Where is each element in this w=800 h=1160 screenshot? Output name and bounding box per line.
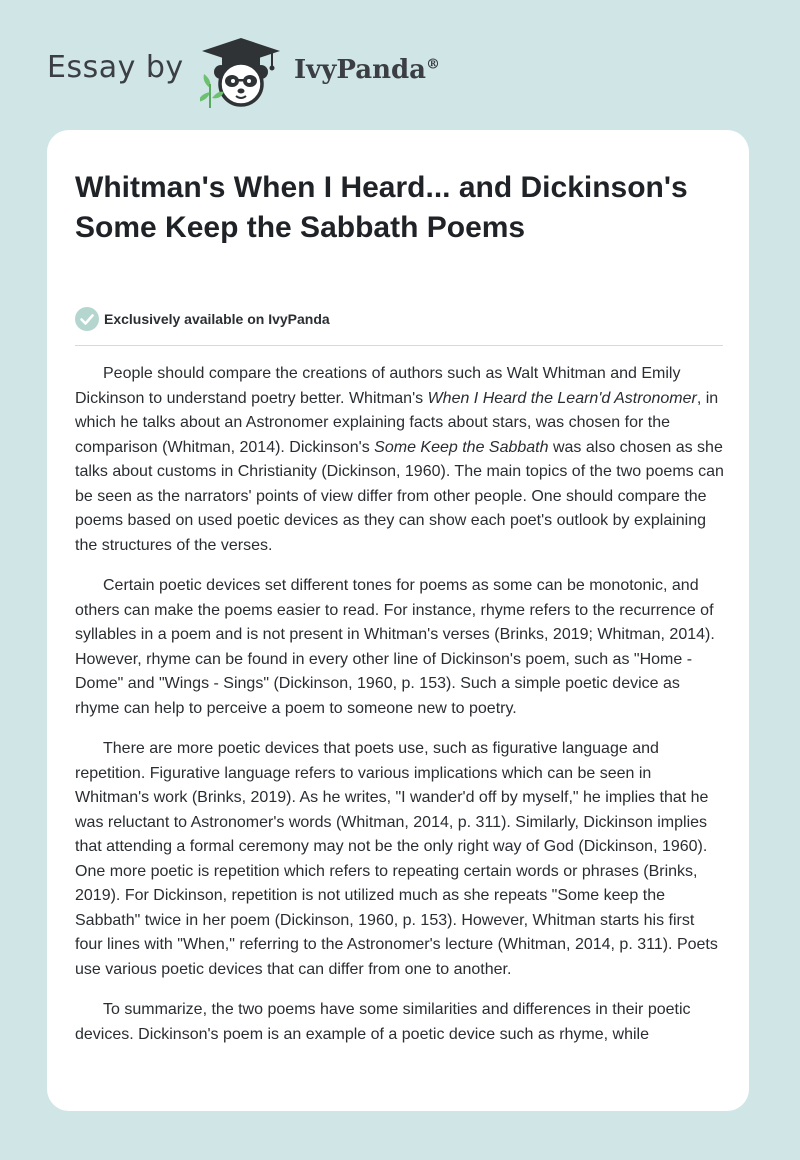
- essay-title: Whitman's When I Heard... and Dickinson's Some Keep the Sabbath Poems: [75, 171, 688, 244]
- essay-by-label: Essay by: [47, 50, 184, 85]
- paragraph-text: , in which he talks about an Astronomer explaining facts about stars, was chosen for the comparison (Whitman, 2014). Dickinson's: [75, 389, 719, 456]
- ivypanda-brand-name[interactable]: IvyPanda®: [294, 55, 441, 85]
- essay-paragraph: [75, 574, 725, 721]
- exclusive-badge: [75, 307, 330, 331]
- paragraph-text: was also chosen as she talks about customs in Christianity (Dickinson, 1960). The main topics of the two poems can be seen as the narrators' points of view differ from other people. One should compare the poems based on used poetic devices as they can show each poet's outlook by explaining the structures of the verses.: [75, 438, 724, 554]
- poem-title-italic: When I Heard the Learn'd Astronomer: [427, 389, 697, 407]
- panda-logo-icon[interactable]: [200, 36, 282, 108]
- essay-card: [47, 130, 749, 1111]
- essay-paragraph: [75, 737, 725, 982]
- poem-title-italic: Some Keep the Sabbath: [374, 438, 549, 456]
- registered-mark: ®: [426, 56, 441, 73]
- paragraph-text: People should compare the creations of authors such as Walt Whitman and Emily Dickinson to understand poetry better. Whitman's: [75, 365, 681, 407]
- essay-paragraph: [75, 362, 725, 558]
- site-header: [0, 0, 800, 130]
- check-circle-icon: [75, 307, 99, 331]
- paragraph-text: Certain poetic devices set different tones for poems as some can be monotonic, and others can make the poems easier to read. For instance, rhyme refers to the recurrence of syllables in a poem and is not present in Whitman's verses (Brinks, 2019; Whitman, 2014). However, rhyme can be found in every other line of Dickinson's poem, such as "Home - Dome" and "Wings - Sings" (Dickinson, 1960, p. 153). Such a simple poetic device as rhyme can help to perceive a poem to someone new to poetry.: [75, 577, 715, 717]
- divider: [75, 345, 723, 346]
- paragraph-text: There are more poetic devices that poets use, such as figurative language and repetition. Figurative language refers to various implications which can be seen in Whitman's work (Brinks, 2019). As he writes, "I wander'd off by myself," he implies that he was reluctant to Astronomer's words (Whitman, 2014, p. 311). Similarly, Dickinson implies that attending a formal ceremony may not be the only right way of God (Dickinson, 1960). One more poetic is repetition which refers to repeating certain words or phrases (Brinks, 2019). For Dickinson, repetition is not utilized much as she repeats "Some keep the Sabbath" twice in her poem (Dickinson, 1960, p. 153). However, Whitman starts his first four lines with "When," referring to the Astronomer's lecture (Whitman, 2014, p. 311). Poets use various poetic devices that can differ from one to another.: [75, 740, 718, 978]
- essay-body: [75, 362, 725, 1063]
- essay-paragraph: [75, 998, 725, 1047]
- exclusive-label: Exclusively available on IvyPanda: [104, 311, 330, 327]
- paragraph-text: To summarize, the two poems have some similarities and differences in their poetic devices. Dickinson's poem is an example of a poetic device such as rhyme, while: [75, 1001, 691, 1043]
